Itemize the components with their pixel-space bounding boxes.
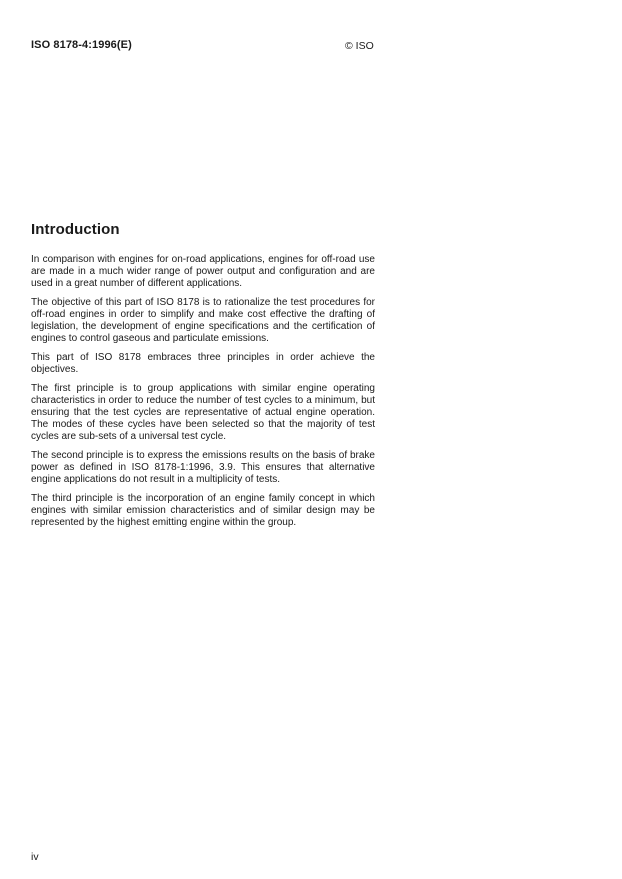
document-id: ISO 8178-4:1996(E) [31, 39, 132, 51]
introduction-body [31, 254, 375, 536]
paragraph: In comparison with engines for on-road applications, engines for off-road use are made in a much wider range of power output and configuration and are used in a great number of different applications. [31, 254, 375, 289]
section-title: Introduction [31, 221, 120, 238]
paragraph: The third principle is the incorporation of an engine family concept in which engines with similar emission characteristics and of similar design may be represented by the highest emitting engine within the group. [31, 493, 375, 528]
page-number: iv [31, 851, 39, 863]
copyright-notice: © ISO [345, 40, 374, 52]
paragraph: The first principle is to group applications with similar engine operating characteristics in order to reduce the number of test cycles to a minimum, but ensuring that the test cycles are representative of actual engine operation. The modes of these cycles have been selected so that the majority of test cycles are sub-sets of a universal test cycle. [31, 383, 375, 442]
paragraph: The objective of this part of ISO 8178 is to rationalize the test procedures for off-road engines in order to simplify and make cost effective the drafting of legislation, the development of engine specifications and the certification of engines to control gaseous and particulate emissions. [31, 297, 375, 344]
paragraph: The second principle is to express the emissions results on the basis of brake power as defined in ISO 8178-1:1996, 3.9. This ensures that alternative engine applications do not result in a multiplicity of tests. [31, 450, 375, 485]
paragraph: This part of ISO 8178 embraces three principles in order achieve the objectives. [31, 352, 375, 375]
